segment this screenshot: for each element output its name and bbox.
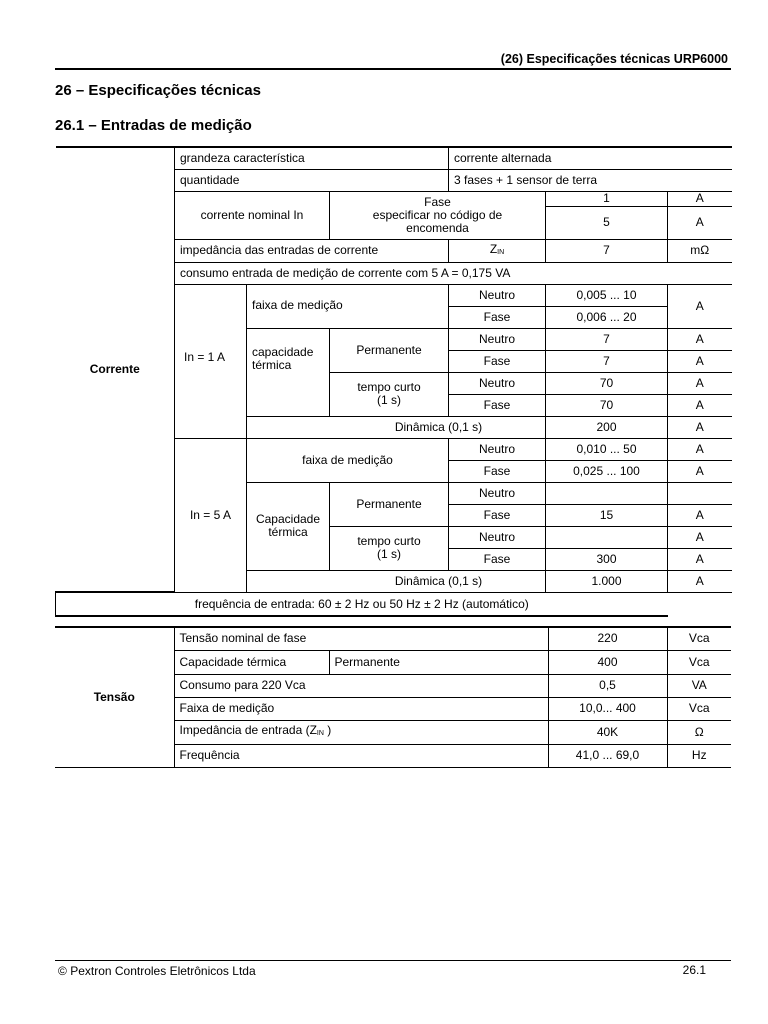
impedancia-unit: mΩ <box>668 239 732 262</box>
in5-faixa-type-fase: Fase <box>449 460 546 482</box>
in5-curto-value-fase: 300 <box>546 548 668 570</box>
in1-perm-unit-fase: A <box>668 350 732 372</box>
in5-permanente-label: Permanente <box>330 482 449 526</box>
in5-label: In = 5 A <box>175 438 247 592</box>
in5-faixa-unit-neutro: A <box>668 438 732 460</box>
in1-curto-label: tempo curto (1 s) <box>330 372 449 416</box>
tensao-faixa-label: Faixa de medição <box>174 697 548 720</box>
in5-faixa-value-neutro: 0,010 ... 50 <box>546 438 668 460</box>
tensao-faixa-unit: Vca <box>667 697 731 720</box>
tensao-faixa-value: 10,0... 400 <box>548 697 667 720</box>
frequencia-entrada: frequência de entrada: 60 ± 2 Hz ou 50 Hz ± 2 Hz (automático) <box>56 592 668 616</box>
in5-perm-unit-neutro <box>668 482 732 504</box>
in1-curto-type-neutro: Neutro <box>449 372 546 394</box>
in1-curto-value-fase: 70 <box>546 394 668 416</box>
footer-rule <box>55 960 731 961</box>
tensao-consumo-unit: VA <box>667 674 731 697</box>
tensao-cap-label: Capacidade térmica <box>174 650 329 674</box>
in5-dinamica-value: 1.000 <box>546 570 668 592</box>
in1-dinamica-unit: A <box>668 416 732 438</box>
nominal-value-5: 5 <box>546 206 668 239</box>
in1-perm-unit-neutro: A <box>668 328 732 350</box>
nominal-value-1: 1 <box>546 191 668 206</box>
tensao-nominal-unit: Vca <box>667 627 731 650</box>
tensao-frequencia-unit: Hz <box>667 744 731 767</box>
tensao-consumo-value: 0,5 <box>548 674 667 697</box>
tensao-impedancia-value: 40K <box>548 720 667 744</box>
in1-dinamica-value: 200 <box>546 416 668 438</box>
in5-perm-type-neutro: Neutro <box>449 482 546 504</box>
in5-curto-type-fase: Fase <box>449 548 546 570</box>
in1-faixa-type-fase: Fase <box>449 306 546 328</box>
copyright-icon: © <box>58 964 67 978</box>
in5-curto-type-neutro: Neutro <box>449 526 546 548</box>
tensao-label: Tensão <box>55 627 174 767</box>
in1-faixa-label: faixa de medição <box>247 284 449 328</box>
in1-faixa-value-fase: 0,006 ... 20 <box>546 306 668 328</box>
company-name: Pextron Controles Eletrônicos Ltda <box>70 964 256 978</box>
tensao-cap-unit: Vca <box>667 650 731 674</box>
table-row <box>55 627 731 650</box>
in5-curto-unit-fase: A <box>668 548 732 570</box>
in5-perm-value-fase: 15 <box>546 504 668 526</box>
impedancia-symbol: $Z_{IN}$ <box>449 239 546 262</box>
running-header: (26) Especificações técnicas URP6000 <box>500 52 728 66</box>
in5-curto-value-neutro <box>546 526 668 548</box>
in5-faixa-unit-fase: A <box>668 460 732 482</box>
in1-permanente-label: Permanente <box>330 328 449 372</box>
in1-faixa-type-neutro: Neutro <box>449 284 546 306</box>
tensao-cap-sublabel: Permanente <box>329 650 548 674</box>
table-row <box>56 592 732 616</box>
in5-perm-type-fase: Fase <box>449 504 546 526</box>
grandeza-value: corrente alternada <box>449 147 732 169</box>
in5-curto-label: tempo curto (1 s) <box>330 526 449 570</box>
table-row <box>56 147 732 169</box>
consumo-corrente: consumo entrada de medição de corrente com 5 A = 0,175 VA <box>175 262 732 284</box>
impedancia-label: impedância das entradas de corrente <box>175 239 449 262</box>
in5-curto-unit-neutro: A <box>668 526 732 548</box>
tensao-nominal-value: 220 <box>548 627 667 650</box>
in1-label: In = 1 A <box>175 284 247 438</box>
in1-perm-value-fase: 7 <box>546 350 668 372</box>
grandeza-label: grandeza característica <box>175 147 449 169</box>
tensao-spec-table <box>55 626 731 768</box>
in5-faixa-label: faixa de medição <box>247 438 449 482</box>
in1-faixa-unit: A <box>668 284 732 328</box>
tensao-nominal-label: Tensão nominal de fase <box>174 627 548 650</box>
tensao-frequencia-value: 41,0 ... 69,0 <box>548 744 667 767</box>
in1-curto-unit-fase: A <box>668 394 732 416</box>
tensao-impedancia-unit: Ω <box>667 720 731 744</box>
in1-curto-unit-neutro: A <box>668 372 732 394</box>
header-rule <box>55 68 731 70</box>
page-number: 26.1 <box>682 963 706 977</box>
subsection-title: 26.1 – Entradas de medição <box>55 117 252 134</box>
in1-perm-type-neutro: Neutro <box>449 328 546 350</box>
tensao-cap-value: 400 <box>548 650 667 674</box>
in5-faixa-value-fase: 0,025 ... 100 <box>546 460 668 482</box>
nominal-label: corrente nominal In <box>175 191 330 239</box>
in5-dinamica-label: Dinâmica (0,1 s) <box>247 570 546 592</box>
in1-perm-type-fase: Fase <box>449 350 546 372</box>
nominal-unit-1: A <box>668 191 732 206</box>
in5-perm-unit-fase: A <box>668 504 732 526</box>
tensao-frequencia-label: Frequência <box>174 744 548 767</box>
in5-perm-value-neutro <box>546 482 668 504</box>
in1-curto-type-fase: Fase <box>449 394 546 416</box>
footer-copyright <box>58 964 256 978</box>
impedancia-value: 7 <box>546 239 668 262</box>
quantidade-value: 3 fases + 1 sensor de terra <box>449 169 732 191</box>
corrente-spec-table <box>55 146 732 617</box>
corrente-label: Corrente <box>56 147 175 592</box>
tensao-impedancia-label: Impedância de entrada ($Z_{IN}$ ) <box>174 720 548 744</box>
in1-curto-value-neutro: 70 <box>546 372 668 394</box>
in1-cap-label: capacidade térmica <box>247 328 330 416</box>
in5-cap-label: Capacidade térmica <box>247 482 330 570</box>
tensao-consumo-label: Consumo para 220 Vca <box>174 674 548 697</box>
quantidade-label: quantidade <box>175 169 449 191</box>
in1-faixa-value-neutro: 0,005 ... 10 <box>546 284 668 306</box>
in1-dinamica-label: Dinâmica (0,1 s) <box>247 416 546 438</box>
in1-perm-value-neutro: 7 <box>546 328 668 350</box>
nominal-unit-5: A <box>668 206 732 239</box>
section-title: 26 – Especificações técnicas <box>55 82 261 99</box>
in5-faixa-type-neutro: Neutro <box>449 438 546 460</box>
nominal-desc: Fase especificar no código de encomenda <box>330 191 546 239</box>
in5-dinamica-unit: A <box>668 570 732 592</box>
